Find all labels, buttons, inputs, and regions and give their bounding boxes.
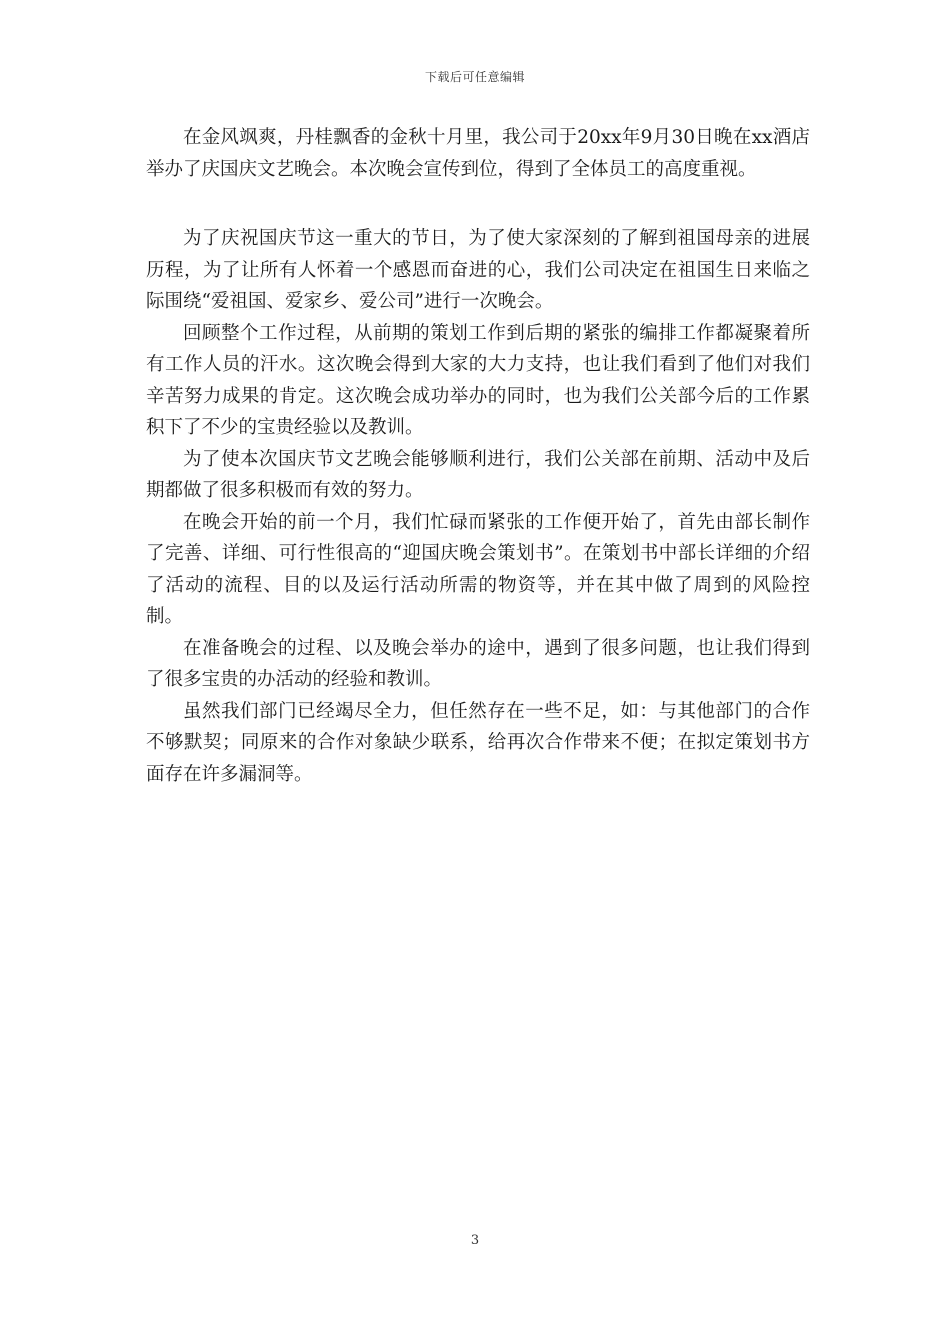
paragraph-problems: 在准备晚会的过程、以及晚会举办的途中，遇到了很多问题，也让我们得到了很多宝贵的办活动的经验和教训。 [146,637,810,690]
paragraph-intro: 在金风飒爽，丹桂飘香的金秋十月里，我公司于20xx年9月30日晚在xx酒店举办了庆国庆文艺晚会。本次晚会宣传到位，得到了全体员工的高度重视。 [146,127,810,180]
page-header: 下载后可任意编辑 [424,70,525,84]
paragraph-review: 回顾整个工作过程，从前期的策划工作到后期的紧张的编排工作都凝聚着所有工作人员的汗水。这次晚会得到大家的大力支持，也让我们看到了他们对我们辛苦努力成果的肯定。这次晚会成功举办的同时，也为我们公关部今后的工作累积下了不少的宝贵经验以及教训。 [146,322,810,438]
page-number: 3 [470,1233,480,1248]
paragraph-planning: 在晚会开始的前一个月，我们忙碌而紧张的工作便开始了，首先由部长制作了完善、详细、可行性很高的“迎国庆晚会策划书”。在策划书中部长详细的介绍了活动的流程、目的以及运行活动所需的物资等，并在其中做了周到的风险控制。 [146,511,810,627]
paragraph-purpose: 为了庆祝国庆节这一重大的节日，为了使大家深刻的了解到祖国母亲的进展历程，为了让所有人怀着一个感恩而奋进的心，我们公司决定在祖国生日来临之际围绕“爱祖国、爱家乡、爱公司”进行一次晚会。 [146,228,810,312]
paragraph-efforts: 为了使本次国庆节文艺晚会能够顺利进行，我们公关部在前期、活动中及后期都做了很多积极而有效的努力。 [146,448,810,501]
paragraph-shortcomings: 虽然我们部门已经竭尽全力，但任然存在一些不足，如：与其他部门的合作不够默契；同原来的合作对象缺少联系，给再次合作带来不便；在拟定策划书方面存在许多漏洞等。 [146,700,810,785]
document-body [146,122,810,790]
